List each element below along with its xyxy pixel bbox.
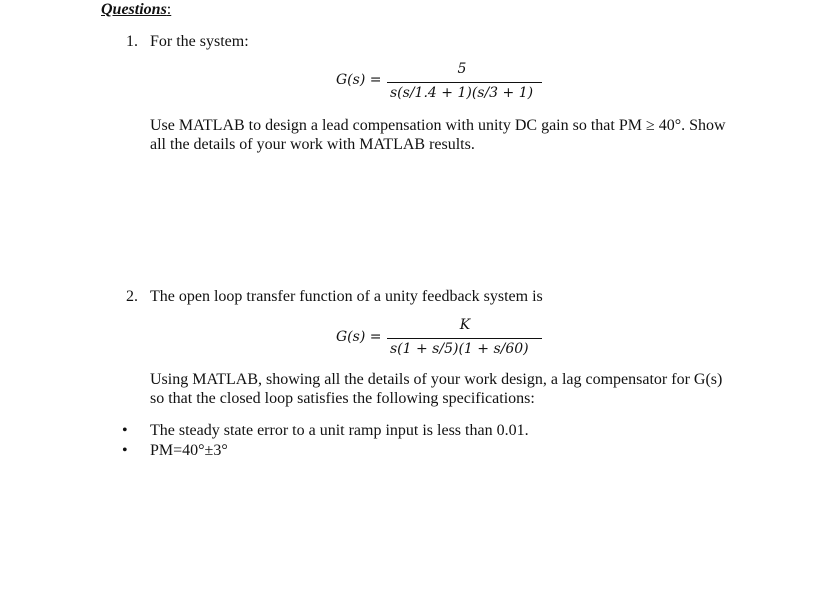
question-1-intro: For the system: xyxy=(150,33,249,50)
question-2-body-line-1: Using MATLAB, showing all the details of your work design, a lag compensator for G(s) xyxy=(150,371,723,388)
heading-text: Questions xyxy=(101,1,167,18)
question-2-body-line-2: so that the closed loop satisfies the following specifications: xyxy=(150,390,535,407)
question-2-number: 2. xyxy=(126,288,138,305)
equation-1-denominator: s(s/1.4 + 1)(s/3 + 1) xyxy=(390,85,534,101)
equation-2-fraction-bar xyxy=(387,338,542,339)
equation-2-numerator: K xyxy=(459,317,471,333)
question-1-body-line-1: Use MATLAB to design a lead compensation with unity DC gain so that PM ≥ 40°. Show xyxy=(150,117,726,134)
question-1-body-line-2: all the details of your work with MATLAB results. xyxy=(150,136,475,153)
equation-1-numerator: 5 xyxy=(457,61,467,77)
questions-heading xyxy=(101,1,171,19)
bullet-marker: • xyxy=(122,422,128,439)
equation-1-lhs: G(s) = xyxy=(336,72,382,88)
equation-1-fraction-bar xyxy=(387,82,542,83)
bullet-item-phase-margin: PM=40°±3° xyxy=(150,442,228,459)
equation-2-lhs: G(s) = xyxy=(336,329,382,345)
bullet-item-steady-state-error: The steady state error to a unit ramp input is less than 0.01. xyxy=(150,422,529,439)
heading-colon: : xyxy=(166,1,172,18)
question-2-body xyxy=(150,370,750,408)
question-2-intro: The open loop transfer function of a unity feedback system is xyxy=(150,288,543,305)
question-1-number: 1. xyxy=(126,33,138,50)
bullet-marker: • xyxy=(122,442,128,459)
equation-2-denominator: s(1 + s/5)(1 + s/60) xyxy=(390,341,529,357)
question-1-body xyxy=(150,116,750,154)
